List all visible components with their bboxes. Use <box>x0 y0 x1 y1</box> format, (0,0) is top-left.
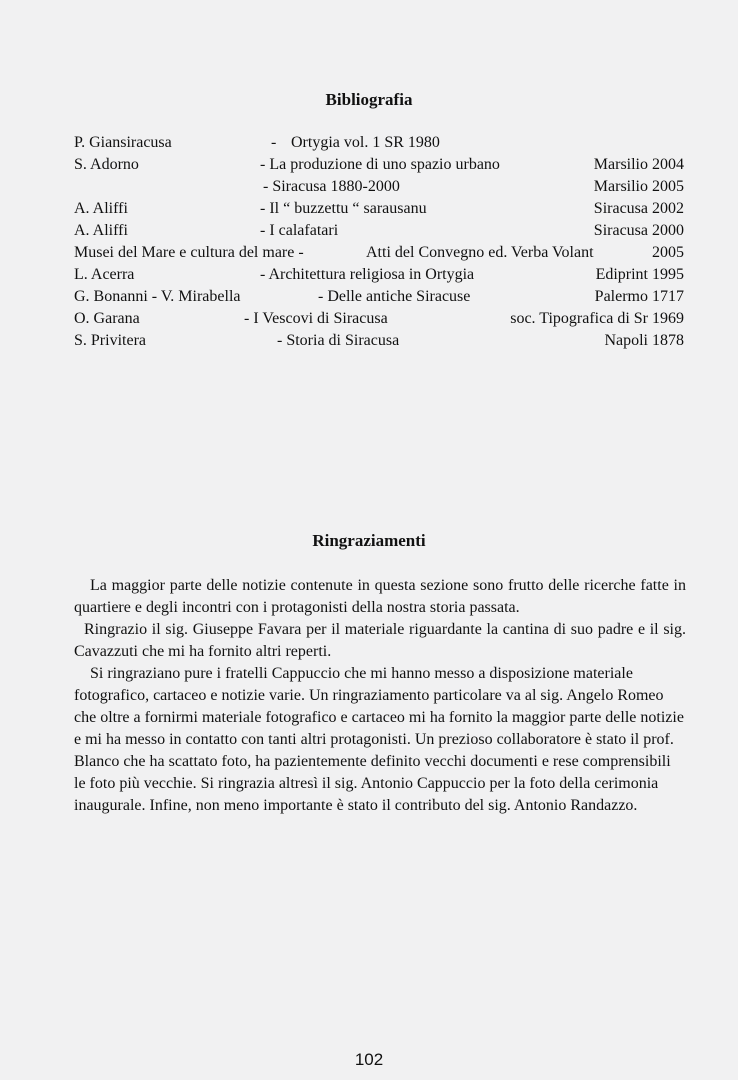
work-title: - I calafatari <box>260 222 339 239</box>
page-number: 102 <box>354 1050 384 1069</box>
bibliography-entry <box>74 156 684 178</box>
separator: - <box>271 134 277 151</box>
bibliography-title: Bibliografia <box>325 90 413 109</box>
publisher-year: Marsilio 2005 <box>593 178 684 195</box>
bibliography-entry <box>74 266 684 288</box>
work-title: Atti del Convegno ed. Verba Volant <box>366 244 594 261</box>
bibliography-entry <box>74 310 684 332</box>
author: S. Privitera <box>74 332 146 349</box>
bibliography-entry <box>74 288 684 310</box>
publisher-year: Siracusa 2000 <box>593 222 684 239</box>
author: O. Garana <box>74 310 140 327</box>
work-title: Ortygia vol. 1 SR 1980 <box>291 134 440 151</box>
author: P. Giansiracusa <box>74 134 172 151</box>
author: A. Aliffi <box>74 222 128 239</box>
work-title: - La produzione di uno spazio urbano <box>260 156 500 173</box>
bibliography-list <box>74 134 684 354</box>
bibliography-entry <box>74 200 684 222</box>
work-title: - Architettura religiosa in Ortygia <box>260 266 475 283</box>
acknowledgements-title: Ringraziamenti <box>312 531 426 550</box>
bibliography-entry <box>74 178 684 200</box>
bibliography-entry <box>74 134 684 156</box>
work-title: - Siracusa 1880-2000 <box>263 178 400 195</box>
publisher-year: 2005 <box>652 244 684 261</box>
paragraph: Ringrazio il sig. Giuseppe Favara per il materiale riguardante la cantina di suo padre e il sig. Cavazzuti che mi ha fornito altri reperti. <box>74 621 686 660</box>
paragraph: Si ringraziano pure i fratelli Cappuccio che mi hanno messo a disposizione materiale fotografico, cartaceo e notizie varie. Un ringraziamento particolare va al sig. Angelo Romeo che oltre a fornirmi materiale fotografico e cartaceo mi ha fornito la maggior parte delle notizie e mi ha messo in contatto con tanti altri protagonisti. Un prezioso collaboratore è stato il prof. Blanco che ha scattato foto, ha pazientemente definito vecchi documenti e rese comprensibili le foto più vecchie. Si ringrazia altresì il sig. Antonio Cappuccio per la foto della cerimonia inaugurale. Infine, non meno importante è stato il contributo del sig. Antonio Randazzo. <box>74 665 684 814</box>
work-title: - Delle antiche Siracuse <box>318 288 471 305</box>
author: Musei del Mare e cultura del mare - <box>74 244 304 261</box>
publisher-year: Palermo 1717 <box>594 288 684 305</box>
acknowledgements-text <box>74 575 686 817</box>
author: L. Acerra <box>74 266 135 283</box>
publisher-year: soc. Tipografica di Sr 1969 <box>510 310 684 327</box>
bibliography-entry <box>74 244 684 266</box>
publisher-year: Napoli 1878 <box>604 332 684 349</box>
publisher-year: Siracusa 2002 <box>593 200 684 217</box>
work-title: - Storia di Siracusa <box>277 332 400 349</box>
bibliography-entry <box>74 332 684 354</box>
publisher-year: Ediprint 1995 <box>595 266 684 283</box>
publisher-year: Marsilio 2004 <box>593 156 684 173</box>
bibliography-entry <box>74 222 684 244</box>
author: G. Bonanni - V. Mirabella <box>74 288 241 305</box>
author: A. Aliffi <box>74 200 128 217</box>
work-title: - I Vescovi di Siracusa <box>244 310 388 327</box>
paragraph: La maggior parte delle notizie contenute in questa sezione sono frutto delle ricerche fatte in quartiere e degli incontri con i protagonisti della nostra storia passata. <box>74 577 686 616</box>
work-title: - Il “ buzzettu “ sarausanu <box>260 200 427 217</box>
author: S. Adorno <box>74 156 139 173</box>
